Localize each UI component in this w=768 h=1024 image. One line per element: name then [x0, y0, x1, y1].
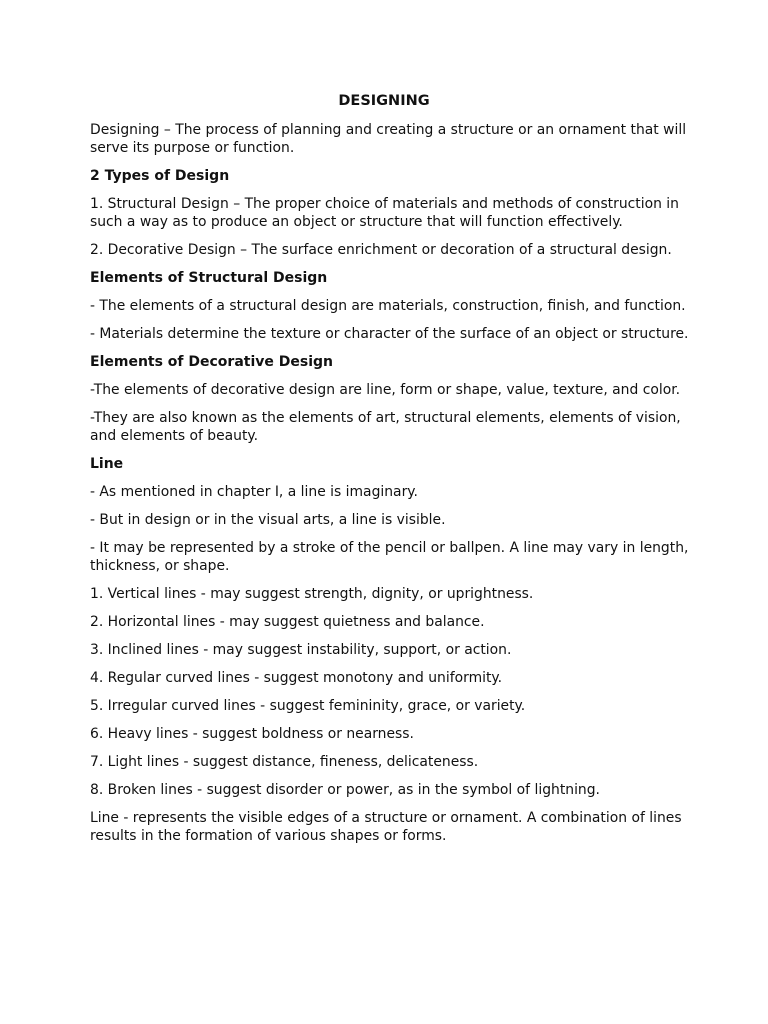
structural-elements-paragraph: - The elements of a structural design are materials, construction, finish, and function.	[90, 298, 686, 314]
line-type-vertical: 1. Vertical lines - may suggest strength, dignity, or uprightness.	[90, 586, 534, 602]
line-type-inclined: 3. Inclined lines - may suggest instability, support, or action.	[90, 642, 512, 658]
section-heading-line: Line	[90, 456, 124, 472]
elements-of-art-paragraph: -They are also known as the elements of art, structural elements, elements of vision, and elements of beauty.	[90, 410, 681, 444]
materials-paragraph: - Materials determine the texture or character of the surface of an object or structure.	[90, 326, 689, 342]
document-page	[90, 92, 690, 855]
section-heading-structural-elements: Elements of Structural Design	[90, 270, 328, 286]
line-type-irregular-curved: 5. Irregular curved lines - suggest femininity, grace, or variety.	[90, 698, 526, 714]
document-title: DESIGNING	[338, 93, 430, 109]
line-type-light: 7. Light lines - suggest distance, fineness, delicateness.	[90, 754, 479, 770]
definition-paragraph: Designing – The process of planning and creating a structure or an ornament that will serve its purpose or function.	[90, 122, 687, 156]
decorative-elements-paragraph: -The elements of decorative design are line, form or shape, value, texture, and color.	[90, 382, 681, 398]
line-imaginary-paragraph: - As mentioned in chapter I, a line is imaginary.	[90, 484, 418, 500]
line-visible-paragraph: - But in design or in the visual arts, a line is visible.	[90, 512, 446, 528]
line-type-horizontal: 2. Horizontal lines - may suggest quietness and balance.	[90, 614, 485, 630]
line-stroke-paragraph: - It may be represented by a stroke of the pencil or ballpen. A line may vary in length, thickness, or shape.	[90, 540, 689, 574]
structural-design-paragraph: 1. Structural Design – The proper choice of materials and methods of construction in such a way as to produce an object or structure that will function effectively.	[90, 196, 679, 230]
line-summary-paragraph: Line - represents the visible edges of a structure or ornament. A combination of lines results in the formation of various shapes or forms.	[90, 810, 682, 844]
line-type-broken: 8. Broken lines - suggest disorder or power, as in the symbol of lightning.	[90, 782, 600, 798]
section-heading-decorative-elements: Elements of Decorative Design	[90, 354, 333, 370]
line-type-regular-curved: 4. Regular curved lines - suggest monotony and uniformity.	[90, 670, 503, 686]
section-heading-types: 2 Types of Design	[90, 168, 230, 184]
line-type-heavy: 6. Heavy lines - suggest boldness or nearness.	[90, 726, 414, 742]
decorative-design-paragraph: 2. Decorative Design – The surface enrichment or decoration of a structural design.	[90, 242, 672, 258]
